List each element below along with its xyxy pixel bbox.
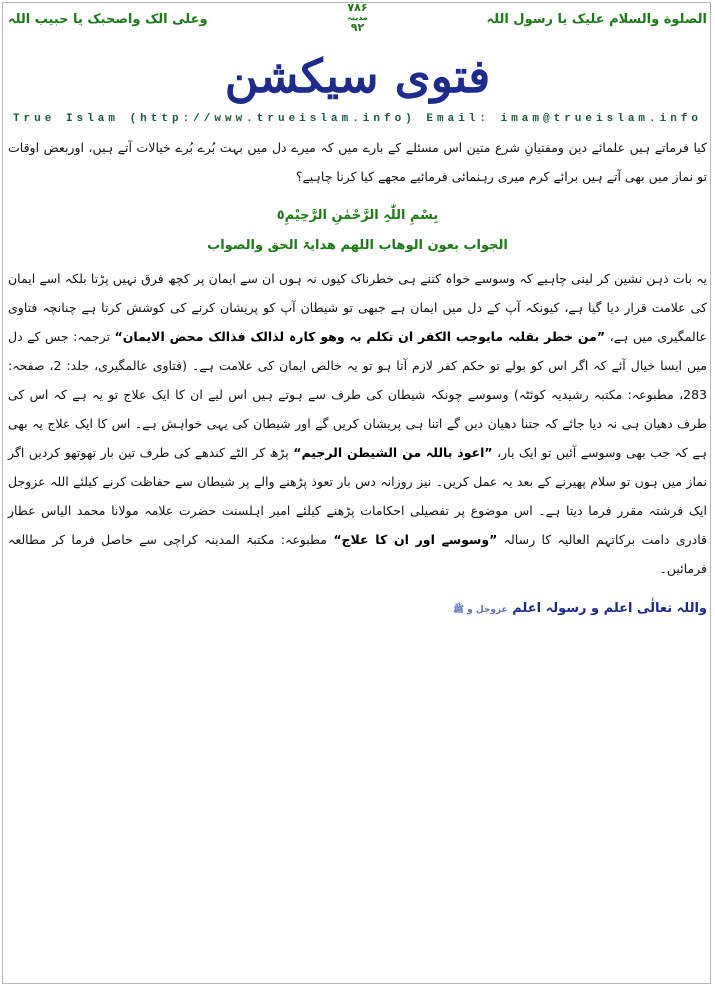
answer-part-3: وسوسے چونکہ شیطان کی طرف سے ہوتے ہیں اس لیے ان کا ایک علاج تو یہ ہے کہ اس کی طرف دھیان ہی نہ دیا جائے کہ جتنا دھیان دیں گے اتنا ہی پریشان کریں گے اور شیطان کی یہی خواہش ہے۔ اس کا ایک علاج یہ بھی ہے کہ جب بھی وسوسے آئیں تو ایک بار،	[8, 387, 707, 460]
page-number-bottom: ۹۲	[350, 21, 365, 34]
site-contact-line: True Islam (http://www.trueislam.info) Email: imam@trueislam.info	[12, 113, 703, 125]
citation: (فتاوی عالمگیری، جلد: 2، صفحہ: 283، مطبوعہ: مکتبہ رشیدیہ کوئٹہ)	[8, 358, 707, 402]
answer-part-4: پڑھ کر الٹے کندھے کی طرف تین بار تھوتھو کردیں اگر نماز میں ہوں تو سلام پھیرنے کے بعد یہ عمل کریں۔ نیز روزانہ دس بار تعوذ پڑھنے والے پر شیطان سے حفاظت کرنے کیلئے اللہ عزوجل ایک فرشتہ مقرر فرما دیتا ہے۔ اس موضوع پر تفصیلی احکامات پڑھنے کیلئے امیر اہلسنت حضرت علامہ مولانا محمد الیاس عطار قادری دامت برکاتہم العالیہ کا رسالہ	[8, 445, 707, 547]
question-text: کیا فرماتے ہیں علمائے دین ومفتیانِ شرع متین اس مسئلے کے بارے میں کہ میرے دل میں بہت بُرے بُرے خیالات آتے ہیں، اوربعض اوقات تو نماز میں بھی آتے ہیں برائے کرم میری رہنمائی فرمائیے مجھے کیا کرنا چاہیے؟	[8, 140, 707, 184]
closing-text: واللہ تعالٰی اعلم و رسولہ اعلم	[512, 601, 707, 616]
answer-body	[8, 264, 707, 583]
closing-line	[453, 601, 707, 617]
answer-part-5: مطبوعہ: مکتبۃ المدینہ کراچی سے حاصل فرما کر مطالعہ فرمائیں۔	[8, 532, 707, 576]
book-title: ”وسوسے اور ان کا علاج“	[333, 532, 498, 547]
basmala: بِسْمِ اللّٰہِ الرَّحْمٰنِ الرَّحِیْمِ٥	[276, 208, 439, 223]
taawwuz-quote: ”اعوذ باللہ من الشیطن الرجیم“	[293, 445, 493, 460]
page-number	[0, 2, 715, 34]
salawat-left: وعلی الک واصحبک یا حبیب اللہ	[8, 12, 208, 27]
honorific-symbol: عزوجل و ﷺ	[453, 605, 508, 615]
page-number-top: ۷۸۶	[347, 1, 368, 14]
answer-translation: ترجمہ: جس کے دل میں ایسا خیال آئے کہ اگر اس کو بولے تو حکم کفر لازم آتا ہو تو یہ خالص ایمان کی علامت ہے۔	[8, 329, 707, 373]
salawat-right: الصلوة والسلام علیک یا رسول اللہ	[486, 12, 707, 27]
answer-heading: الجواب بعون الوھاب اللھم ھدایۃ الحق والصواب	[207, 238, 508, 253]
page-number-marker: مدینہ	[347, 13, 368, 22]
page-title: فتوی سیکشن	[224, 49, 491, 103]
answer-part-1: یہ بات ذہن نشین کر لینی چاہیے کہ وسوسے خواہ کتنے ہی خطرناک کیوں نہ ہوں ان سے ایمان پر کچھ فرق نہیں پڑتا بلکہ اسے ایمان کی علامت قرار دیا گیا ہے، کیونکہ آپ کے دل میں ایمان ہے جبھی تو شیطان آپ کو پریشان کرنے کی کوشش کرتا ہے چنانچہ فتاوی عالمگیری میں ہے،	[8, 271, 707, 344]
arabic-quote: ”من خطر بقلبہ مایوجب الکفر ان تکلم بہ وھو کارہ لذالک فذالک محض الایمان“	[114, 329, 606, 344]
